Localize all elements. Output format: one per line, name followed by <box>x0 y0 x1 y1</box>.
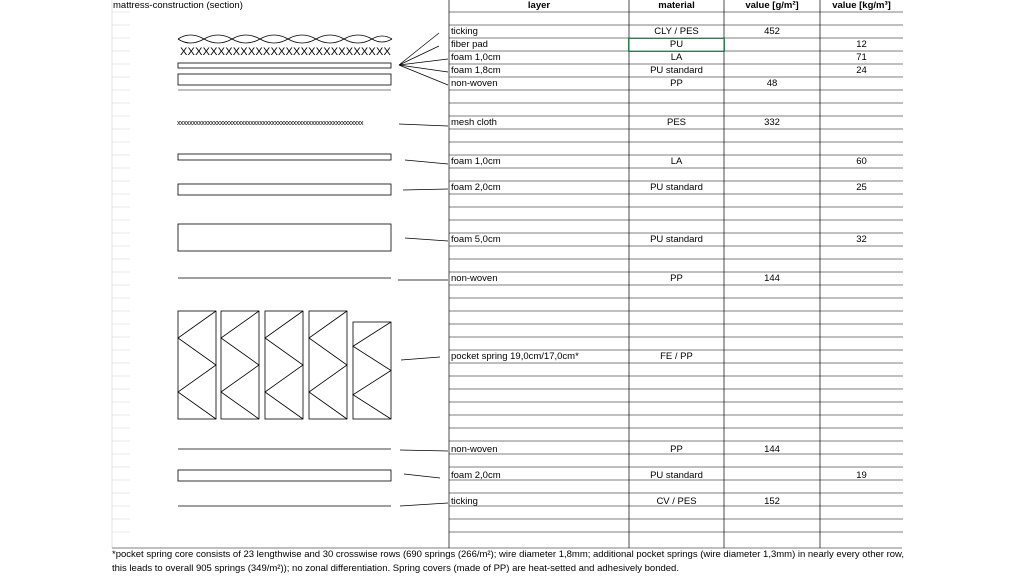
cell-material[interactable]: PU standard <box>650 470 703 481</box>
cell-material[interactable]: FE / PP <box>660 351 693 362</box>
cell-value-gm2[interactable]: 144 <box>764 273 780 284</box>
foam-layer-2 <box>178 74 391 85</box>
pocket-spring-core <box>178 311 391 419</box>
cell-value-kgm3[interactable]: 19 <box>856 470 867 481</box>
cell-value-kgm3[interactable]: 12 <box>856 39 867 50</box>
foam-layer-1 <box>178 63 391 68</box>
cell-material[interactable]: PU <box>669 39 684 50</box>
cell-value-gm2[interactable]: 152 <box>764 496 780 507</box>
foam-layer-5 <box>178 224 391 251</box>
cell-material[interactable]: LA <box>670 52 683 63</box>
cell-layer[interactable]: non-woven <box>451 444 498 455</box>
foam-layer-3 <box>178 154 391 160</box>
cell-layer[interactable]: foam 5,0cm <box>451 234 501 245</box>
cell-layer[interactable]: fiber pad <box>451 39 488 50</box>
cell-material[interactable]: PU standard <box>650 182 703 193</box>
cell-value-gm2[interactable]: 144 <box>764 444 780 455</box>
cell-value-kgm3[interactable]: 32 <box>856 234 867 245</box>
cell-material[interactable]: PU standard <box>650 65 703 76</box>
cell-material[interactable]: LA <box>670 156 683 167</box>
cell-layer[interactable]: pocket spring 19,0cm/17,0cm* <box>451 351 579 362</box>
cell-layer[interactable]: foam 2,0cm <box>451 182 501 193</box>
header-value-gm2: value [g/m²] <box>745 0 799 11</box>
mesh-cloth-marks: xxxxxxxxxxxxxxxxxxxxxxxxxxxxxxxxxxxxxxxxxxxxxxxxxxxxxxxxxxxxx <box>177 120 364 127</box>
cell-value-gm2[interactable]: 48 <box>766 78 778 89</box>
cell-layer[interactable]: foam 1,0cm <box>451 52 501 63</box>
cell-material[interactable]: CLY / PES <box>654 26 699 37</box>
cell-layer[interactable]: foam 1,0cm <box>451 156 501 167</box>
ticking-wave-bottom <box>178 39 392 43</box>
cell-material[interactable]: PP <box>670 78 683 89</box>
cell-value-gm2[interactable]: 332 <box>764 117 780 128</box>
cell-layer[interactable]: non-woven <box>451 273 498 284</box>
cell-material[interactable]: PP <box>670 444 683 455</box>
cell-value-kgm3[interactable]: 25 <box>856 182 867 193</box>
foam-layer-4 <box>178 184 391 195</box>
cell-layer[interactable]: mesh cloth <box>451 117 497 128</box>
cell-material[interactable]: PP <box>670 273 683 284</box>
cell-layer[interactable]: ticking <box>451 496 478 507</box>
fiber-pad-marks: XXXXXXXXXXXXXXXXXXXXXXXXXXXX <box>180 46 392 58</box>
cell-layer[interactable]: foam 1,8cm <box>451 65 501 76</box>
cell-material[interactable]: PU standard <box>650 234 703 245</box>
cell-material[interactable]: CV / PES <box>656 496 697 507</box>
footnote: *pocket spring core consists of 23 lengthwise and 30 crosswise rows (690 springs (266/m²); wire diameter 1,8mm; additional pocket springs (wire diameter 1,3mm) in nearly every other row, this leads to overall 905 springs (349/m²)); no zonal differentiation. Spring covers (made of PP) are heat-setted and adhesively bonded. <box>112 549 905 574</box>
header-material: material <box>658 0 695 11</box>
cell-value-kgm3[interactable]: 24 <box>856 65 867 76</box>
leader-lines <box>398 33 448 506</box>
foam-layer-6 <box>178 470 391 481</box>
header-value-kgm3: value [kg/m³] <box>832 0 891 11</box>
cell-value-kgm3[interactable]: 71 <box>856 52 867 63</box>
header-layer: layer <box>527 0 551 11</box>
cell-layer[interactable]: non-woven <box>451 78 498 89</box>
cell-value-gm2[interactable]: 452 <box>764 26 780 37</box>
cell-value-kgm3[interactable]: 60 <box>856 156 867 167</box>
ticking-wave-top <box>178 35 392 39</box>
section-title: mattress-construction (section) <box>113 0 243 11</box>
cell-material[interactable]: PES <box>666 117 686 128</box>
cell-layer[interactable]: ticking <box>451 26 478 37</box>
cell-layer[interactable]: foam 2,0cm <box>451 470 501 481</box>
